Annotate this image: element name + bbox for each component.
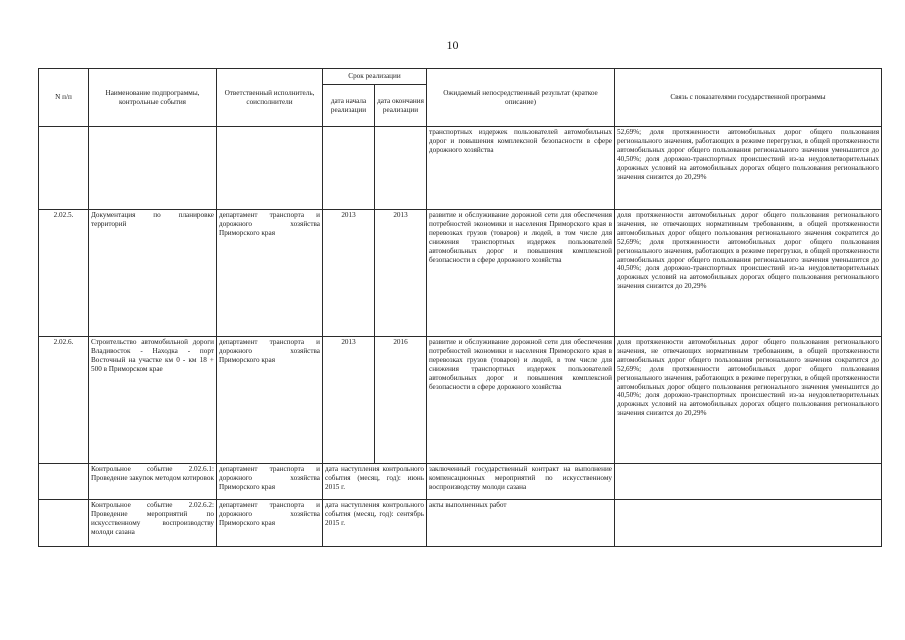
row-name [89,127,217,210]
row-result: развитие и обслуживание дорожной сети для обеспечения потребностей экономики и населения Приморского края в перевозках грузов (товаров) и людей, в том числе для снижения транспортных издержек пользователей автомобильных дорог и повышения комплексной безопасности в сфере дорожного хозяйства [427,210,615,337]
header-num: N п/п [39,69,89,127]
row-start-date: 2013 [323,337,375,464]
row-result: развитие и обслуживание дорожной сети для обеспечения потребностей экономики и населения Приморского края в перевозках грузов (товаров) и людей, в том числе для снижения транспортных издержек пользователей автомобильных дорог и повышения комплексной безопасности в сфере дорожного хозяйства [427,337,615,464]
program-table [38,68,882,547]
row-name: Контрольное событие 2.02.6.1: Проведение закупок методом котировок [89,464,217,500]
header-end-date: дата окончания реализации [375,85,427,127]
header-responsible: Ответственный исполнитель, соисполнители [217,69,323,127]
row-end-date: 2013 [375,210,427,337]
row-start-date: 2013 [323,210,375,337]
page-number: 10 [446,38,459,52]
row-responsible [217,127,323,210]
row-responsible: департамент транспорта и дорожного хозяйства Приморского края [217,464,323,500]
row-num: 2.02.6. [39,337,89,464]
row-link [615,464,882,500]
table-row [39,500,882,547]
row-link: доля протяженности автомобильных дорог общего пользования регионального значения, не отвечающих нормативным требованиям, в общей протяженности автомобильных дорог общего пользования регионального значения сократится до 52,69%; доля протяженности автомобильных дорог общего пользования регионального значения, работающих в режиме перегрузки, в общей протяженности автомобильных дорог общего пользования регионального значения уменьшится до 40,50%; доля дорожно-транспортных происшествий из-за неудовлетворительных дорожных условий на автомобильных дорогах общего пользования регионального значения снизится до 20,29% [615,337,882,464]
row-num [39,500,89,547]
table-row [39,210,882,337]
row-event-date: дата наступления контрольного события (месяц, год): июнь 2015 г. [323,464,427,500]
row-link [615,500,882,547]
header-start-date: дата начала реализации [323,85,375,127]
row-result: акты выполненных работ [427,500,615,547]
table-row [39,337,882,464]
row-result: транспортных издержек пользователей автомобильных дорог и повышения комплексной безопасности в сфере дорожного хозяйства [427,127,615,210]
row-start-date [323,127,375,210]
table-row [39,127,882,210]
row-end-date [375,127,427,210]
row-num [39,464,89,500]
row-name: Контрольное событие 2.02.6.2: Проведение мероприятий по искусственному воспроизводству молоди сазана [89,500,217,547]
row-event-date: дата наступления контрольного события (месяц, год): сентябрь 2015 г. [323,500,427,547]
row-responsible: департамент транспорта и дорожного хозяйства Приморского края [217,500,323,547]
header-link: Связь с показателями государственной программы [615,69,882,127]
row-responsible: департамент транспорта и дорожного хозяйства Приморского края [217,337,323,464]
row-num: 2.02.5. [39,210,89,337]
header-result: Ожидаемый непосредственный результат (краткое описание) [427,69,615,127]
header-term-group: Срок реализации [323,69,427,85]
row-num [39,127,89,210]
row-responsible: департамент транспорта и дорожного хозяйства Приморского края [217,210,323,337]
row-link: доля протяженности автомобильных дорог общего пользования регионального значения, не отвечающих нормативным требованиям, в общей протяженности автомобильных дорог общего пользования регионального значения сократится до 52,69%; доля протяженности автомобильных дорог общего пользования регионального значения, работающих в режиме перегрузки, в общей протяженности автомобильных дорог общего пользования регионального значения уменьшится до 40,50%; доля дорожно-транспортных происшествий из-за неудовлетворительных дорожных условий на автомобильных дорогах общего пользования регионального значения снизится до 20,29% [615,210,882,337]
table-row [39,464,882,500]
row-name: Документация по планировке территорий [89,210,217,337]
header-name: Наименование подпрограммы, контрольные события [89,69,217,127]
row-name: Строительство автомобильной дороги Владивосток - Находка - порт Восточный на участке км 0 - км 18 + 500 в Приморском крае [89,337,217,464]
row-link: 52,69%; доля протяженности автомобильных дорог общего пользования регионального значения, работающих в режиме перегрузки, в общей протяженности автомобильных дорог общего пользования регионального значения уменьшится до 40,50%; доля дорожно-транспортных происшествий из-за неудовлетворительных дорожных условий на автомобильных дорогах общего пользования регионального значения снизится до 20,29% [615,127,882,210]
row-end-date: 2016 [375,337,427,464]
row-result: заключенный государственный контракт на выполнение компенсационных мероприятий по искусственному воспроизводству молоди сазана [427,464,615,500]
